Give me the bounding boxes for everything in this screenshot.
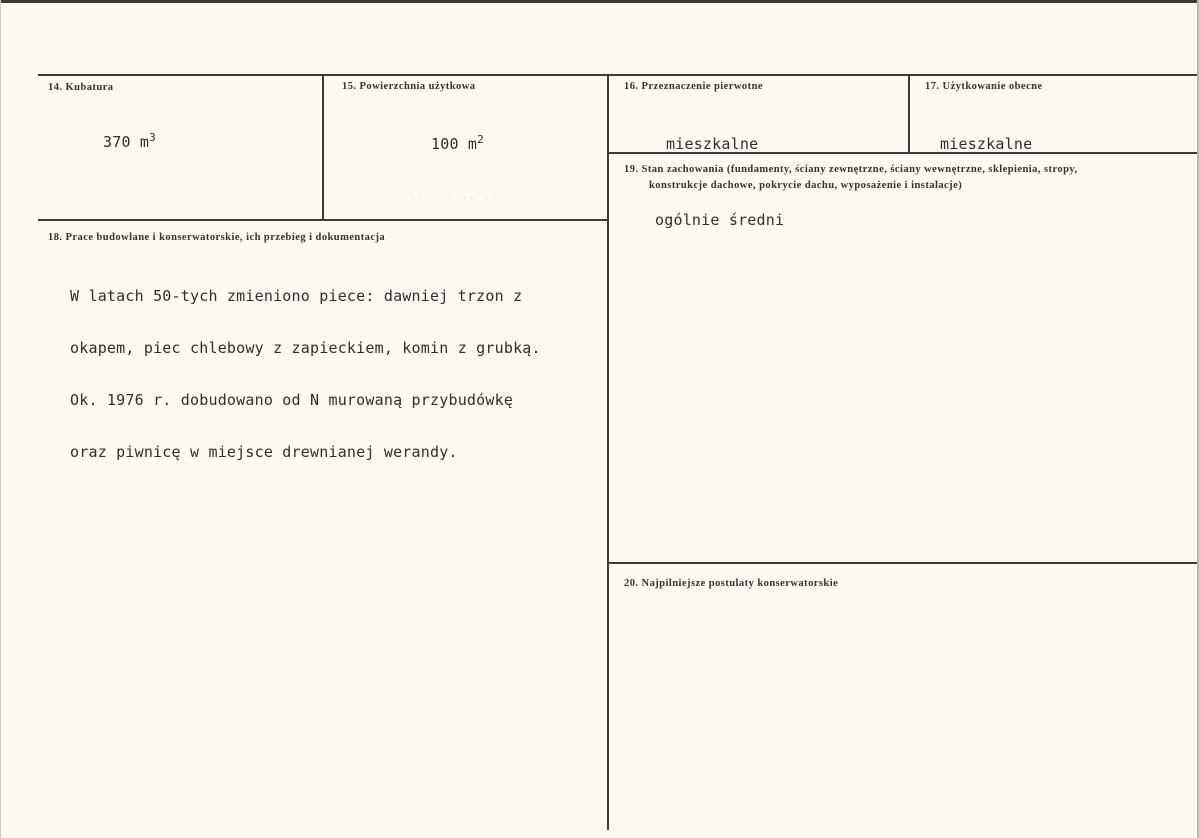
- grid-line-above-20: [608, 562, 1197, 564]
- field-15-value-text: 100 m: [431, 135, 478, 153]
- field-15-value: [431, 133, 484, 153]
- field-14-value: [103, 131, 156, 151]
- grid-line-above-18: [38, 219, 609, 221]
- grid-divider-16-17: [908, 74, 910, 154]
- field-20-label: 20. Najpilniejsze postulaty konserwatorskie: [624, 578, 839, 589]
- field-18-label: 18. Prace budowlane i konserwatorskie, ich przebieg i dokumentacja: [48, 232, 386, 243]
- field-19-value: ogólnie średni: [655, 211, 785, 229]
- field-16-value: mieszkalne: [666, 135, 759, 153]
- grid-divider-14-15: [322, 74, 324, 221]
- field-18-text: [70, 257, 541, 491]
- field-19-label-line2: konstrukcje dachowe, pokrycie dachu, wyposażenie i instalacje): [649, 180, 963, 191]
- field-14-value-text: 370 m: [103, 133, 150, 151]
- card-top-edge: [0, 0, 1199, 3]
- field-18-line: Ok. 1976 r. dobudowano od N murowaną przybudówkę: [70, 391, 514, 409]
- field-14-label: 14. Kubatura: [48, 82, 114, 93]
- field-19-label-line1: 19. Stan zachowania (fundamenty, ściany zewnętrzne, ściany wewnętrzne, sklepienia, stropy,: [624, 164, 1078, 175]
- field-17-value: mieszkalne: [940, 135, 1033, 153]
- bleed-through-mark: ·· ··· ·· ···: [410, 194, 507, 204]
- grid-divider-main: [607, 74, 609, 830]
- field-18-line: oraz piwnicę w miejsce drewnianej werandy.: [70, 443, 458, 461]
- field-17-label: 17. Użytkowanie obecne: [925, 81, 1043, 92]
- field-18-line: W latach 50-tych zmieniono piece: dawniej trzon z: [70, 287, 523, 305]
- grid-top-line: [38, 74, 1197, 76]
- field-16-label: 16. Przeznaczenie pierwotne: [624, 81, 763, 92]
- field-15-unit-exponent: 2: [477, 133, 484, 146]
- field-15-label: 15. Powierzchnia użytkowa: [342, 81, 476, 92]
- field-18-line: okapem, piec chlebowy z zapieckiem, komin z grubką.: [70, 339, 541, 357]
- card-left-edge: [0, 0, 1, 838]
- field-14-unit-exponent: 3: [149, 131, 156, 144]
